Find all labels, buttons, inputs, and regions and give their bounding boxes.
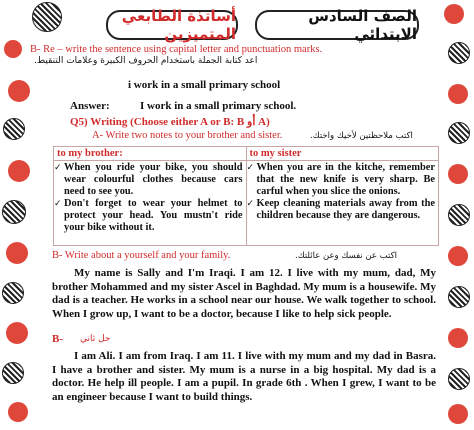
hatched-dot-icon <box>448 122 470 144</box>
red-dot-icon <box>6 242 28 264</box>
sister-header: to my sister <box>247 147 439 161</box>
red-dot-icon <box>8 402 28 422</box>
sister-column <box>246 147 439 245</box>
section-b2-instruction: B- Write about a yourself and your family. <box>52 250 231 261</box>
hatched-dot-icon <box>32 2 62 32</box>
red-dot-icon <box>448 328 468 348</box>
hatched-dot-icon <box>448 42 470 64</box>
q5-title: Q5) Writing (Choose either A or B: B أو A) <box>70 116 270 128</box>
list-item: ✓ When you ride your bike, you should wear colourful clothes because cars need to see you. <box>64 162 243 198</box>
paragraph-ali: I am Ali. I am from Iraq. I am 11. I live with my mum and my dad in Basra. I have a brother and sister. My mum is a nurse in a big hospital. My dad is a doctor. He help ill people. I am a pupil. In grade 6th . When I grew, I want to be an engineer because I want to build things. <box>52 350 436 403</box>
red-dot-icon <box>448 84 468 104</box>
section-b1-instruction: B- Re – write the sentence using capital letter and punctuation marks. <box>30 44 323 55</box>
brother-notes-list <box>54 162 246 234</box>
notes-table <box>53 146 439 246</box>
hatched-dot-icon <box>448 286 470 308</box>
red-dot-icon <box>8 160 30 182</box>
brother-column <box>54 147 246 245</box>
hatched-dot-icon <box>448 204 470 226</box>
red-dot-icon <box>6 322 28 344</box>
grade-banner: الصف السادس الابتدائي <box>255 10 419 40</box>
sister-notes-list <box>247 162 439 222</box>
exercise-sentence: i work in a small primary school <box>128 79 281 91</box>
red-dot-icon <box>448 164 468 184</box>
red-dot-icon <box>448 404 468 424</box>
brother-header: to my brother: <box>54 147 246 161</box>
answer-text: I work in a small primary school. <box>140 100 297 112</box>
hatched-dot-icon <box>448 368 470 390</box>
hatched-dot-icon <box>2 200 26 224</box>
hatched-dot-icon <box>2 282 24 304</box>
red-dot-icon <box>448 246 468 266</box>
list-item: ✓ When you are in the kitche, remember that the new knife is very sharp. Be carful when you slice the onions. <box>257 162 436 198</box>
section-b1-instruction-ar: اعد كتابة الجملة باستخدام الحروف الكبيرة وعلامات التنقيط. <box>34 56 258 66</box>
hatched-dot-icon <box>2 362 24 384</box>
answer-label: Answer: <box>70 100 110 112</box>
list-item: ✓ Don't forget to wear your helmet to protect your head. You mustn't ride your bike without it. <box>64 198 243 234</box>
a-instruction-ar: اكتب ملاحظتين لأخيك واختك. <box>310 131 413 141</box>
section-b2-instruction-ar: اكتب عن نفسك وعن عائلتك. <box>295 251 397 261</box>
list-item: ✓ Keep cleaning materials away from the children because they are dangerous. <box>257 198 436 222</box>
teacher-banner: أساتذة الطابعي المتميزين <box>106 10 238 40</box>
a-instruction: A- Write two notes to your brother and sister. <box>92 130 283 141</box>
red-dot-icon <box>8 80 30 102</box>
red-dot-icon <box>4 40 22 58</box>
paragraph-sally: My name is Sally and I'm Iraqi. I am 12. I live with my mum, dad, My brother Mohammed and my sister Ascel in Baghdad. My mum is a housewife. My dad is a teacher. He works in a school near our house. We walk together to school. When I grow up, I want to be a doctor, because I like to help sick people. <box>52 267 436 320</box>
solution-label: B- <box>52 333 63 345</box>
solution-label-ar: حل ثاني <box>80 334 111 344</box>
hatched-dot-icon <box>3 118 25 140</box>
red-dot-icon <box>444 4 464 24</box>
